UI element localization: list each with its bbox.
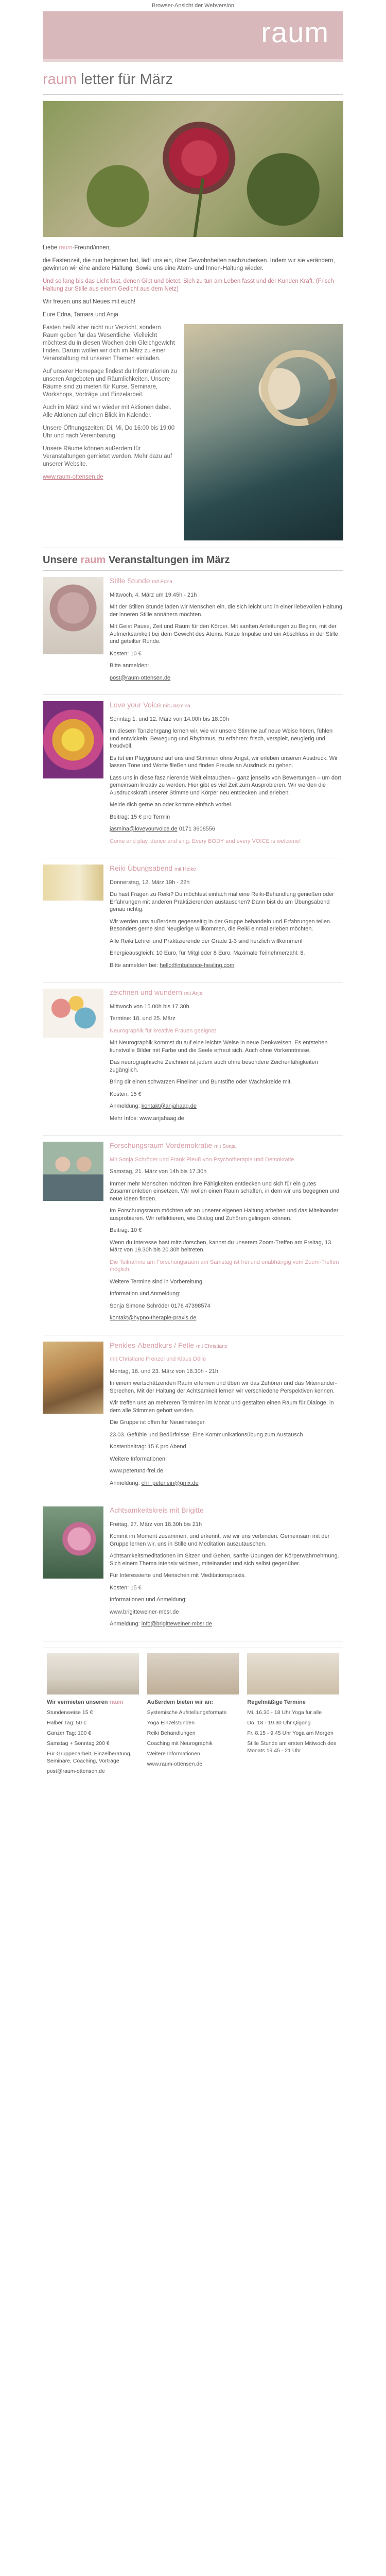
footer-title: Außerdem bieten wir an: xyxy=(147,1699,214,1705)
event-text: Mit Sonja Schröder und Frank Pleuß von Psychotherapie und Demokratie xyxy=(110,1156,294,1163)
event-text: Mit der Stillen Stunde laden wir Menschen ein, die sich leicht und in einer liebevollen Haltung der inneren Stille annähern möchten. xyxy=(110,604,342,618)
event-achtsamkeit xyxy=(43,1500,343,1641)
event-date: Mittwoch, 4. März um 19.45h - 21h xyxy=(110,591,197,598)
greeting: Liebe raum-Freund/innen, xyxy=(43,245,111,251)
footer-text: Ganzer Tag: 100 € xyxy=(47,1730,92,1736)
event-price: Kosten: 15 € xyxy=(110,1584,142,1591)
event-text: Kommt im Moment zusammen, und erkennt, wie wir uns verbinden. Gemeinsam mit der Gruppe lernen wir, uns in Stille und Meditation auszutauschen. xyxy=(110,1533,330,1547)
event-website[interactable]: Mehr Infos: www.anjahaag.de xyxy=(110,1115,184,1122)
footer-text: Fr. 8.15 - 9.45 Uhr Yoga am Morgen xyxy=(247,1730,334,1736)
event-text: Wir werden uns außerdem gegenseitig in der Gruppe behandeln und Erfahrungen teilen. Besonders gerne sind Neugierige willkommen, die Reiki einmal erleben möchten. xyxy=(110,918,332,932)
info-block xyxy=(43,324,343,540)
event-title: Forschungsraum Vordemokratie mit Sonja xyxy=(110,1141,236,1149)
header-banner xyxy=(43,11,343,59)
event-title: Achtsamkeitskreis mit Brigitte xyxy=(110,1506,204,1514)
footer-image-offers xyxy=(147,1653,239,1694)
event-text: Informationen und Anmeldung: xyxy=(110,1597,187,1603)
event-title: Love your Voice mit Jasmina xyxy=(110,701,190,709)
spiral-shape xyxy=(247,336,343,440)
event-text: Information und Anmeldung: xyxy=(110,1291,181,1297)
event-contact: Sonja Simone Schröder 0176 47398574 xyxy=(110,1302,210,1309)
event-perikles xyxy=(43,1335,343,1501)
event-email-link[interactable]: kontakt@anjahaag.de xyxy=(141,1103,197,1109)
footer-email-link[interactable]: post@raum-ottensen.de xyxy=(47,1768,105,1774)
event-title: zeichnen und wundern mit Anja xyxy=(110,988,203,996)
event-image-rose xyxy=(43,577,103,654)
newsletter-title-text: letter für März xyxy=(77,71,173,88)
event-date: Mittwoch von 15.00h bis 17.30h xyxy=(110,1003,189,1010)
footer-text: Do. 18 - 19.30 Uhr Qigong xyxy=(247,1719,311,1726)
event-email-link[interactable]: kontakt@hypno-therapie-praxis.de xyxy=(110,1315,197,1321)
webversion-note[interactable] xyxy=(0,0,386,11)
event-text: Du hast Fragen zu Reiki? Du möchtest einfach mal eine Reiki-Behandlung genießen oder Erfahrungen mit anderen Praktizierenden austauschen? Dann bist du am Übungsabend genau richtig. xyxy=(110,891,334,912)
footer-text: Reiki Behandlungen xyxy=(147,1730,196,1736)
footer-col-rent xyxy=(43,1648,143,1778)
event-text: Immer mehr Menschen möchten ihre Fähigkeiten entdecken und sich für ein gutes Zusammenleben einsetzen. Wir wollen einen Raum schaffen, in dem wir uns begegnen und neue Ideen finden. xyxy=(110,1180,340,1202)
event-text: Anmeldung: xyxy=(110,1103,140,1109)
event-image-achtsamkeit xyxy=(43,1506,103,1579)
event-text: Für Interessierte und Menschen mit Meditationspraxis. xyxy=(110,1572,246,1579)
event-title: Stille Stunde mit Edna xyxy=(110,577,172,585)
footer-text: Mi. 16.30 - 18 Uhr Yoga für alle xyxy=(247,1709,322,1716)
event-text: Mit Geist Pause, Zeit und Raum für den Körper. Mit sanften Anleitungen zu Beginn, mit der Aufmerksamkeit bei dem Gewicht des Atems. Kurze Impulse und ein Abschluss in der Stille und geteilter Runde. xyxy=(110,623,338,645)
footer-website-link[interactable]: www.raum-ottensen.de xyxy=(147,1760,203,1767)
footer-title: Regelmäßige Termine xyxy=(247,1699,306,1705)
event-text: Im Forschungsraum möchten wir an unserer eigenen Haltung arbeiten und das Miteinander ausprobieren. Wir reflektieren, wie Dialog und Zuhören gelingen können. xyxy=(110,1208,339,1222)
event-text: Anmeldung: xyxy=(110,1480,140,1486)
event-image-zeichnen xyxy=(43,989,103,1038)
event-price: Energieausgleich: 10 Euro, für Mitglieder 8 Euro. Maximale Teilnehmerzahl: 8. xyxy=(110,950,305,956)
footer-text: Für Gruppenarbeit, Einzelberatung, Seminare, Coaching, Vorträge xyxy=(47,1750,132,1764)
events-heading: Unsere raum Veranstaltungen im März xyxy=(43,548,343,571)
footer-text: Samstag + Sonntag 200 € xyxy=(47,1740,110,1747)
event-text: Neurographik für kreative Frauen geeignet xyxy=(110,1027,216,1034)
event-text: Wir treffen uns an mehreren Terminen im Monat und gestalten einen Raum für Dialoge, in dem alle Stimmen gehört werden. xyxy=(110,1400,334,1414)
event-image-love-your-voice xyxy=(43,701,103,778)
event-text: Achtsamkeitsmeditationen im Sitzen und Gehen, sanfte Übungen der Körperwahrnehmung. Sich einem Thema intensiv widmen, miteinander und sich selbst gegenüber. xyxy=(110,1553,339,1567)
event-text: Bitte anmelden bei: xyxy=(110,962,159,969)
info-paragraph: Unsere Räume können außerdem für Veranstaltungen gemietet werden. Mehr dazu auf unserer Website. xyxy=(43,446,172,467)
newsletter-container xyxy=(43,11,343,1778)
footer-title: Wir vermieten unseren raum xyxy=(47,1699,124,1705)
event-text: Weitere Termine sind in Vorbereitung. xyxy=(110,1278,204,1285)
intro-quote: Und so lang bis das Licht fast, denen Gibt und bietet. Sich zu tun am Leben fasst und der Kunden Kraft. (Frisch Haltung zur Stille aus einem Gedicht aus dem Netz) xyxy=(43,278,334,292)
info-paragraph: Auch im März sind wir wieder mit Aktionen dabei. Alle Aktionen auf einen Blick im Kalender. xyxy=(43,404,171,418)
footer-text: Systemische Aufstellungsformate xyxy=(147,1709,227,1716)
event-email-link[interactable]: info@brigitteweiner-mbsr.de xyxy=(141,1621,212,1627)
event-website[interactable]: www.brigitteweiner-mbsr.de xyxy=(110,1608,179,1615)
event-price: Kosten: 10 € xyxy=(110,650,142,657)
event-image-forschungsraum xyxy=(43,1142,103,1201)
footer-image-regular xyxy=(247,1653,339,1694)
info-paragraph: Fasten heißt aber nicht nur Verzicht, sondern Raum geben für das Wesentliche. Vielleicht möchtest du in diesen Wochen dein Gleichgewicht finden. Darum wollen wir dich im März zu einer Veranstaltung mit unseren Themen einladen. xyxy=(43,325,175,362)
event-note: Come and play, dance and sing. Every BODY and every VOICE is welcome! xyxy=(110,838,301,844)
footer-image-room xyxy=(47,1653,139,1694)
event-reiki xyxy=(43,858,343,982)
event-title: Perikles-Abendkurs / Fetle mit Christiane xyxy=(110,1341,228,1349)
info-paragraph: Auf unserer Homepage findest du Informationen zu unseren Angeboten und Räumlichkeiten. Unsere Räume sind zu mieten für Kurse, Seminare, Workshops, Vorträge und Einzelarbeit. xyxy=(43,368,177,398)
event-text: Die Gruppe ist offen für Neueinsteiger. xyxy=(110,1419,206,1426)
footer-col-regular xyxy=(243,1648,343,1778)
event-image-reiki xyxy=(43,865,103,901)
event-text: Alle Reiki Lehrer und Praktizierende der Grade 1-3 sind herzlich willkommen! xyxy=(110,938,303,944)
event-text: Es tut ein Playground auf uns und Stimmen ohne Angst, wir erleben unseren Ausdruck. Wir lassen Töne und Worte fließen und finden Freude an Ausdruck zu gehen. xyxy=(110,755,338,769)
event-date: Montag, 16. und 23. März von 18.30h - 21h xyxy=(110,1368,218,1375)
event-forschungsraum xyxy=(43,1136,343,1335)
event-text: In einem wertschätzenden Raum erlernen und üben wir das Zuhören und das Miteinander-Sprechen. Mit der Haltung der Achtsamkeit lernen wir verschiedene Perspektiven kennen. xyxy=(110,1380,337,1394)
event-date: Sonntag 1. und 12. März von 14.00h bis 18.00h xyxy=(110,716,229,722)
event-date: Samstag, 21. März von 14h bis 17.30h xyxy=(110,1168,207,1175)
info-text xyxy=(43,324,184,540)
event-price: Beitrag: 15 € pro Termin xyxy=(110,814,170,820)
footer-text: Halber Tag: 50 € xyxy=(47,1719,86,1726)
event-text: Im diesem Tanzlehrgang lernen wir, wie wir unsere Stimme auf neue Weise hören, fühlen und entwickeln. Bewegung und Rhythmus, zu erfahren: frisch, verspielt, neugierig und freudvoll. xyxy=(110,728,333,749)
event-phone: 0171 3608556 xyxy=(179,826,216,832)
footer-columns xyxy=(43,1648,343,1778)
event-text: Bring dir einen schwarzen Fineliner und Buntstifte oder Wachskreide mit. xyxy=(110,1079,292,1085)
event-text: Melde dich gerne an oder komme einfach vorbei. xyxy=(110,802,233,808)
event-zeichnen xyxy=(43,982,343,1136)
website-link[interactable]: www.raum-ottensen.de xyxy=(43,474,103,480)
intro-paragraph: Wir freuen uns auf Neues mit euch! xyxy=(43,299,136,305)
hero-stem xyxy=(193,178,205,237)
event-text: Mit Neurographik kommst du auf eine leichte Weise in neue Denkweisen. Es entstehen kunstvolle Bilder mit Farbe und die Seele erfreut sich. Auch ohne Vorkenntnisse. xyxy=(110,1040,328,1054)
brand-logo[interactable]: raum xyxy=(261,16,329,48)
event-stille-stunde xyxy=(43,571,343,695)
info-paragraph: Unsere Öffnungszeiten: Di, Mi, Do 16:00 bis 19:00 Uhr und nach Vereinbarung. xyxy=(43,425,175,439)
webversion-link[interactable]: Browser-Ansicht der Webversion xyxy=(152,3,234,9)
event-email-link[interactable]: chr_peterlein@gmx.de xyxy=(141,1480,199,1486)
event-date: Freitag, 27. März von 18.30h bis 21h xyxy=(110,1521,202,1528)
event-title: Reiki Übungsabend mit Heike xyxy=(110,864,196,872)
event-text: Bitte anmelden: xyxy=(110,663,149,669)
spiral-image xyxy=(184,324,343,540)
event-text: Wenn du Interesse hast mitzuforschen, kannst du unserem Zoom-Treffen am Freitag, 13. März von 19.30h bis 20.30h beitreten. xyxy=(110,1239,333,1253)
event-text: Termine: 18. und 25. März xyxy=(110,1015,176,1022)
event-price: Beitrag: 10 € xyxy=(110,1227,142,1233)
footer-text: Stille Stunde am ersten Mittwoch des Monats 19.45 - 21 Uhr xyxy=(247,1740,337,1754)
event-text: Lass uns in diese faszinierende Welt eintauchen – ganz jenseits von Bewertungen – um dort gemeinsam kreativ zu werden. Hier gibt es viel Zeit zum Ausprobieren. Wir werden die Ausdruckskraft unserer Stimme und Körper neu entdecken und erleben. xyxy=(110,774,341,796)
event-image-perikles xyxy=(43,1342,103,1414)
event-text: Weitere Informationen: xyxy=(110,1455,167,1462)
footer-text: Coaching mit Neurographik xyxy=(147,1740,213,1747)
event-date: Donnerstag, 12. März 19h - 22h xyxy=(110,879,190,886)
event-text: mit Christiane Frenzel und Klaus Dölle xyxy=(110,1356,206,1362)
event-love-your-voice xyxy=(43,695,343,858)
event-text: 23.03. Gefühle und Bedürfnisse: Eine Kommunikationsübung zum Austausch xyxy=(110,1431,303,1438)
footer-text: Yoga Einzelstunden xyxy=(147,1719,195,1726)
footer-text: Weitere Informationen xyxy=(147,1750,200,1757)
intro-section xyxy=(43,237,343,319)
event-text: Das neurographische Zeichnen ist jedem auch ohne besondere Zeichenfähigkeiten zugänglich. xyxy=(110,1059,318,1073)
newsletter-title xyxy=(43,62,343,95)
newsletter-title-accent: raum xyxy=(43,71,77,88)
event-email-link[interactable]: hello@mbalance-healing.com xyxy=(160,962,235,969)
event-website[interactable]: www.peterund-frei.de xyxy=(110,1468,163,1474)
intro-paragraph: die Fastenzeit, die nun beginnen hat, lädt uns ein, über Gewohnheiten nachzudenken. Indem wir sie verändern, gewinnen wir eine andere Haltung. Sowie uns eine Atem- und Innen-Haltung wieder. xyxy=(43,258,335,272)
event-email-link[interactable]: jasmina@loveyourvoice.de xyxy=(110,826,178,832)
event-text: Anmeldung: xyxy=(110,1621,140,1627)
event-price: Kostenbeitrag: 15 € pro Abend xyxy=(110,1444,186,1450)
hero-clover-image xyxy=(43,101,343,237)
event-price: Kosten: 15 € xyxy=(110,1091,142,1097)
footer-col-offers xyxy=(143,1648,243,1778)
footer-text: Stundenweise 15 € xyxy=(47,1709,93,1716)
event-email-link[interactable]: post@raum-ottensen.de xyxy=(110,674,171,681)
event-text: Die Teilnahme am Forschungsraum am Samstag ist frei und unabhängig vom Zoom-Treffen möglich. xyxy=(110,1259,339,1273)
intro-signature: Eure Edna, Tamara und Anja xyxy=(43,312,118,318)
